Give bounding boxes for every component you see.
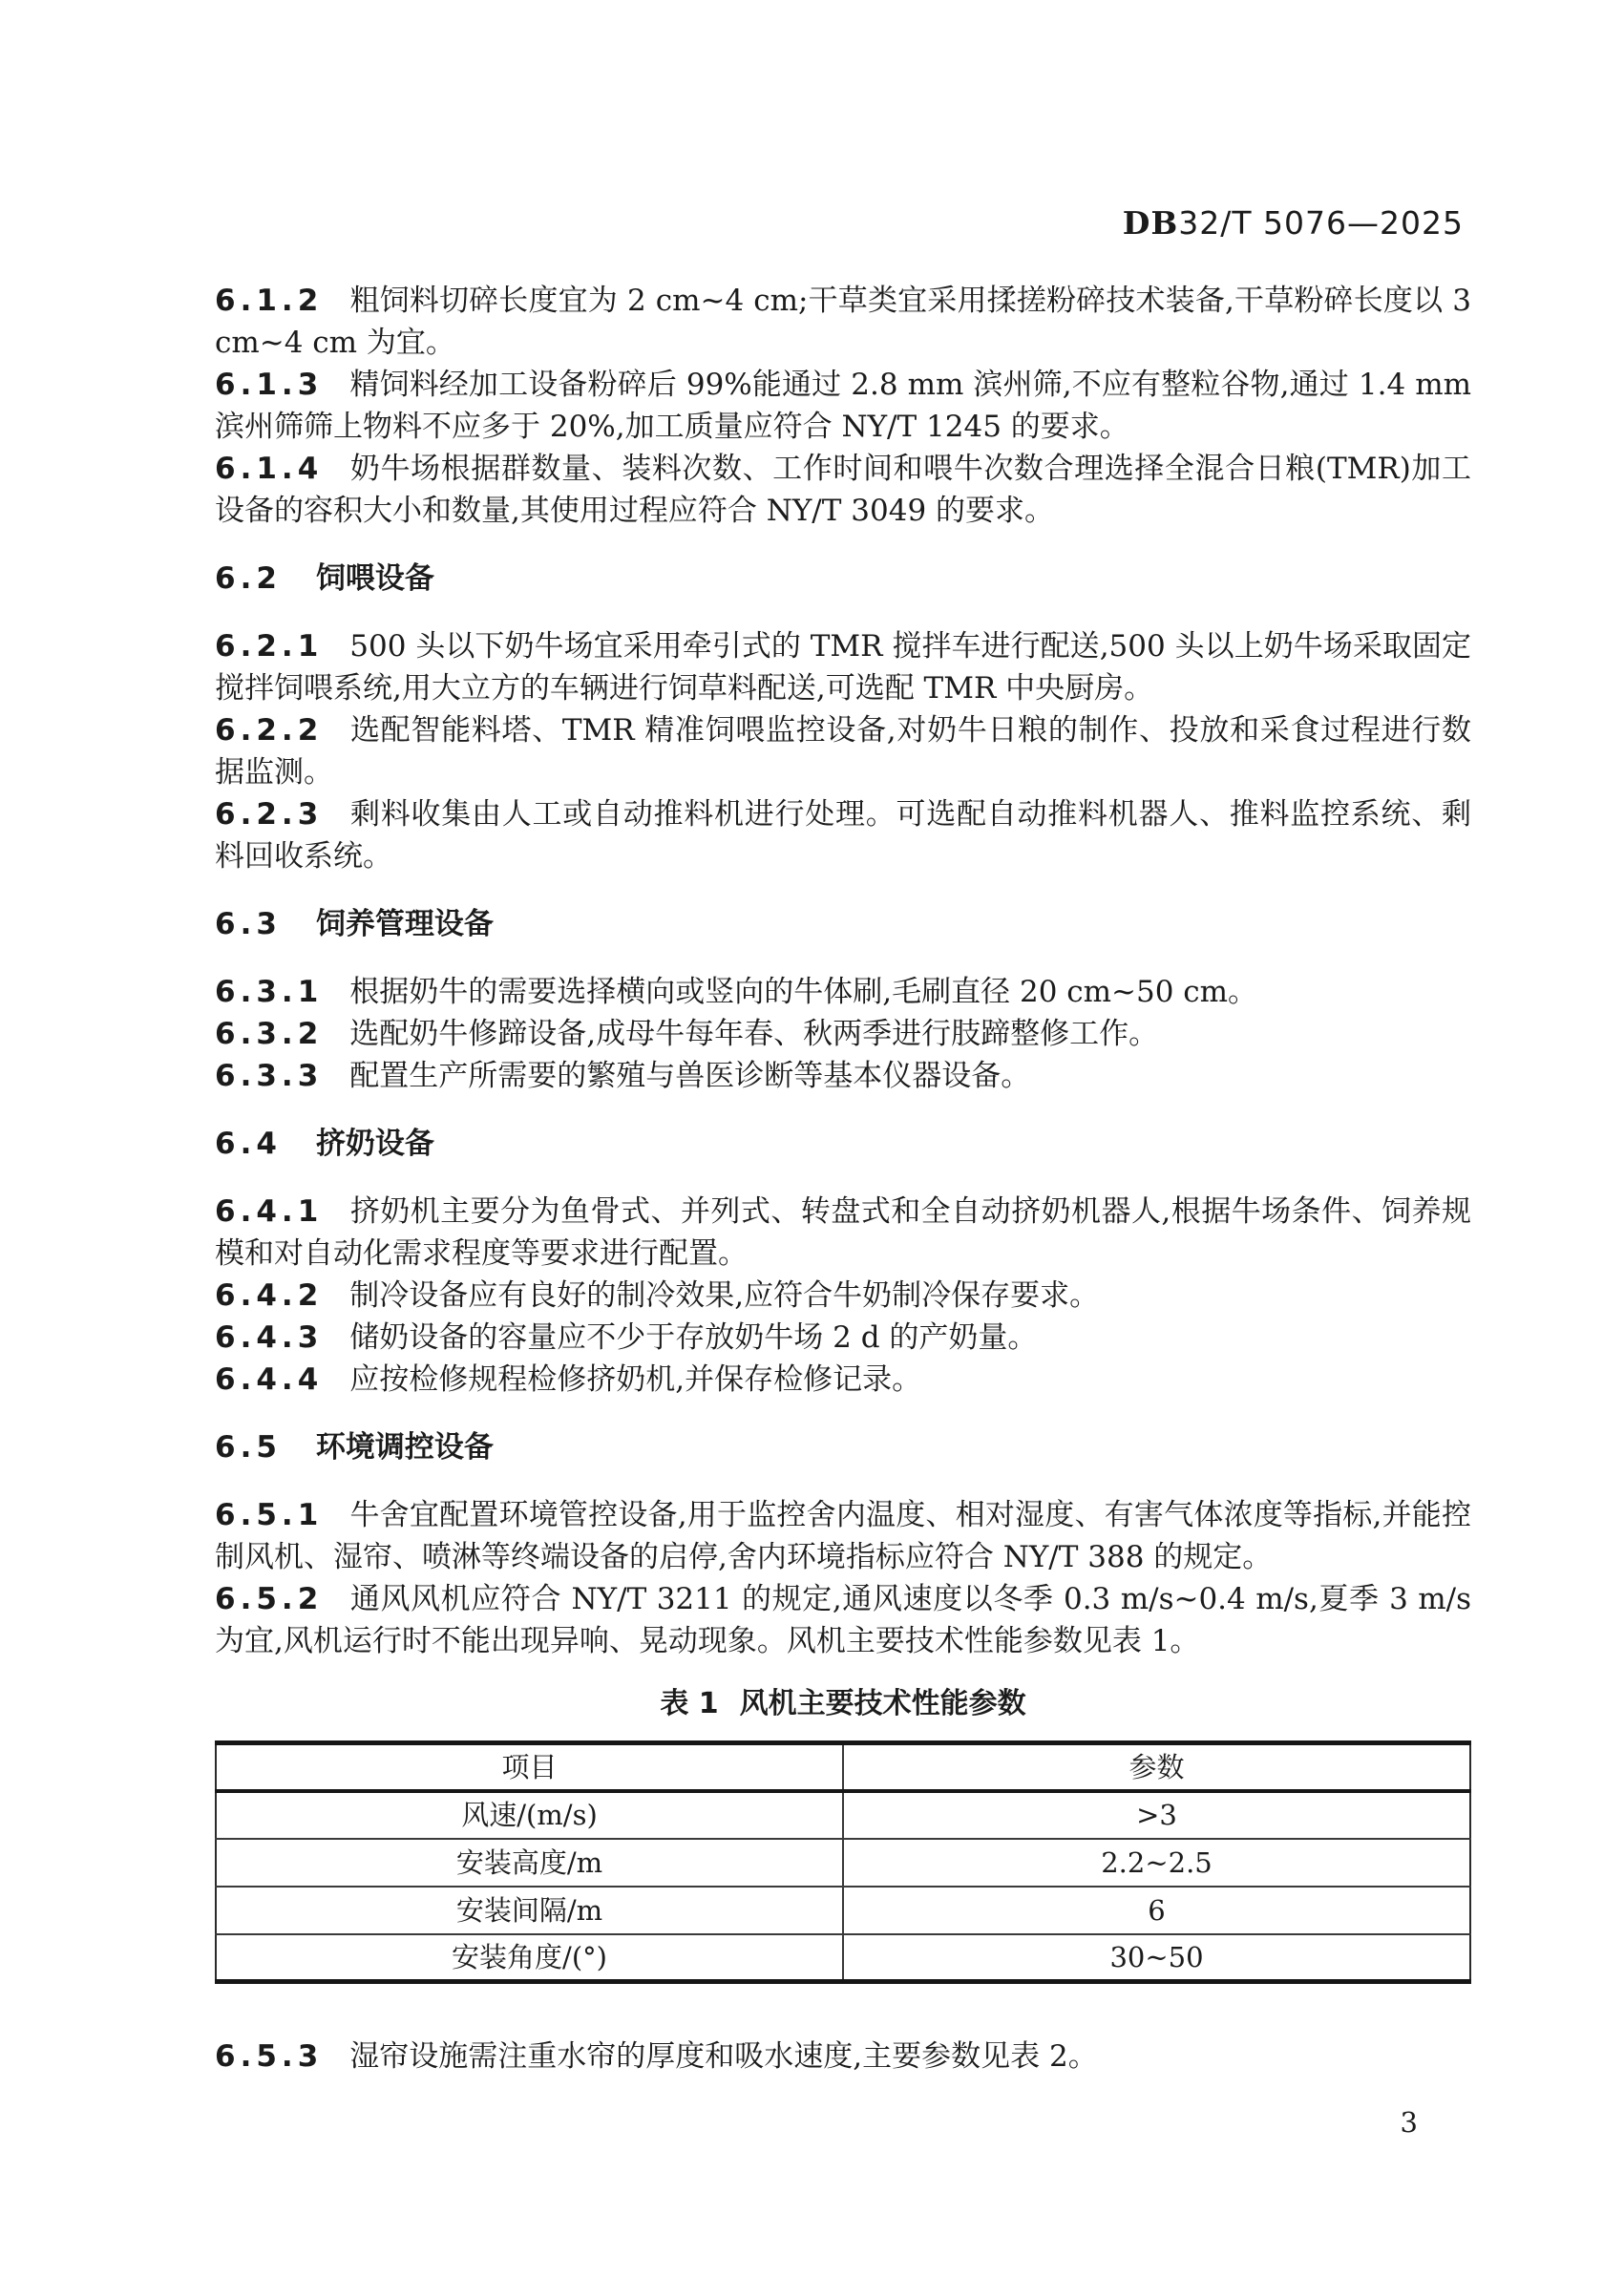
clause-text: 制冷设备应有良好的制冷效果,应符合牛奶制冷保存要求。 (349, 1278, 1100, 1313)
table-cell-value: 30~50 (1109, 1940, 1204, 1973)
clause-6-1-4 (215, 448, 1471, 532)
heading-6-3 (215, 903, 1471, 945)
table-cell-item: 风速/(m/s) (216, 1791, 843, 1839)
clause-6-4-4 (215, 1359, 1471, 1401)
fan-parameters-table (215, 1740, 1471, 1984)
clause-6-3-1 (215, 971, 1471, 1013)
clause-number: 6.5.2 (215, 1582, 324, 1616)
clause-text: 选配奶牛修蹄设备,成母牛每年春、秋两季进行肢蹄整修工作。 (349, 1017, 1159, 1051)
clause-6-4-1 (215, 1191, 1471, 1275)
heading-6-2 (215, 558, 1471, 600)
doc-number-prefix: DB (1122, 204, 1179, 242)
clause-6-2-1 (215, 625, 1471, 709)
heading-text: 挤奶设备 (315, 1127, 434, 1161)
clause-6-5-1 (215, 1494, 1471, 1578)
clause-text: 湿帘设施需注重水帘的厚度和吸水速度,主要参数见表 2。 (349, 2039, 1098, 2074)
table-row (216, 1839, 1470, 1887)
heading-6-4 (215, 1123, 1471, 1165)
heading-number: 6.2 (215, 561, 282, 596)
clause-text: 粗饲料切碎长度宜为 2 cm~4 cm;干草类宜采用揉搓粉碎技术装备,干草粉碎长度以 3 cm~4 cm 为宜。 (215, 284, 1471, 360)
clause-number: 6.3.1 (215, 975, 324, 1009)
clause-number: 6.2.1 (215, 629, 324, 664)
heading-number: 6.3 (215, 907, 282, 941)
clause-number: 6.2.2 (215, 713, 324, 748)
clause-6-3-2 (215, 1013, 1471, 1055)
clause-text: 应按检修规程检修挤奶机,并保存检修记录。 (349, 1362, 922, 1397)
clause-number: 6.3.2 (215, 1017, 324, 1051)
table-row (216, 1791, 1470, 1839)
table-caption-label: 表 1 (660, 1687, 719, 1720)
page-content (215, 280, 1471, 2078)
clause-number: 6.2.3 (215, 797, 324, 832)
heading-text: 环境调控设备 (315, 1430, 494, 1465)
clause-number: 6.5.3 (215, 2039, 324, 2074)
table-cell-item: 安装角度/(°) (216, 1934, 843, 1982)
page-number: 3 (1400, 2106, 1418, 2139)
clause-6-5-2 (215, 1578, 1471, 1662)
clause-number: 6.1.3 (215, 368, 324, 402)
table-cell-item: 安装高度/m (216, 1839, 843, 1887)
table-cell-item: 安装间隔/m (216, 1887, 843, 1934)
clause-6-1-2 (215, 280, 1471, 364)
clause-6-1-3 (215, 364, 1471, 448)
clause-text: 通风风机应符合 NY/T 3211 的规定,通风速度以冬季 0.3 m/s~0.4 m/s,夏季 3 m/s 为宜,风机运行时不能出现异响、晃动现象。风机主要技术性能参数见表 1。 (215, 1582, 1471, 1658)
heading-text: 饲喂设备 (315, 561, 434, 596)
clause-text: 根据奶牛的需要选择横向或竖向的牛体刷,毛刷直径 20 cm~50 cm。 (349, 975, 1258, 1009)
clause-6-2-2 (215, 709, 1471, 793)
clause-number: 6.4.2 (215, 1278, 324, 1313)
clause-text: 剩料收集由人工或自动推料机进行处理。可选配自动推料机器人、推料监控系统、剩料回收系统。 (215, 797, 1471, 874)
table-cell-value: 6 (843, 1887, 1470, 1934)
heading-number: 6.4 (215, 1127, 282, 1161)
clause-text: 挤奶机主要分为鱼骨式、并列式、转盘式和全自动挤奶机器人,根据牛场条件、饲养规模和对自动化需求程度等要求进行配置。 (215, 1194, 1471, 1271)
clause-number: 6.3.3 (215, 1059, 324, 1093)
clause-6-2-3 (215, 793, 1471, 877)
clause-text: 牛舍宜配置环境管控设备,用于监控舍内温度、相对湿度、有害气体浓度等指标,并能控制风机、湿帘、喷淋等终端设备的启停,舍内环境指标应符合 NY/T 388 的规定。 (215, 1498, 1471, 1574)
clause-text: 精饲料经加工设备粉碎后 99%能通过 2.8 mm 滨州筛,不应有整粒谷物,通过 1.4 mm 滨州筛筛上物料不应多于 20%,加工质量应符合 NY/T 1245 的要求。 (215, 368, 1471, 444)
clause-number: 6.4.4 (215, 1362, 324, 1397)
clause-6-4-2 (215, 1275, 1471, 1317)
clause-text: 500 头以下奶牛场宜采用牵引式的 TMR 搅拌车进行配送,500 头以上奶牛场采取固定搅拌饲喂系统,用大立方的车辆进行饲草料配送,可选配 TMR 中央厨房。 (215, 629, 1471, 706)
clause-text: 配置生产所需要的繁殖与兽医诊断等基本仪器设备。 (349, 1059, 1031, 1093)
clause-number: 6.5.1 (215, 1498, 324, 1532)
clause-6-3-3 (215, 1055, 1471, 1097)
clause-text: 奶牛场根据群数量、装料次数、工作时间和喂牛次数合理选择全混合日粮(TMR)加工设备的容积大小和数量,其使用过程应符合 NY/T 3049 的要求。 (215, 452, 1471, 528)
heading-number: 6.5 (215, 1430, 282, 1465)
doc-number-rest: 32/T 5076—2025 (1178, 204, 1464, 242)
clause-text: 选配智能料塔、TMR 精准饲喂监控设备,对奶牛日粮的制作、投放和采食过程进行数据监测。 (215, 713, 1471, 790)
clause-number: 6.4.3 (215, 1320, 324, 1355)
table-header-parameter: 参数 (843, 1743, 1470, 1791)
table-header-item: 项目 (216, 1743, 843, 1791)
table-row (216, 1934, 1470, 1982)
clause-6-5-3 (215, 2035, 1471, 2078)
table-row (216, 1887, 1470, 1934)
table-header-row (216, 1743, 1470, 1791)
table-caption-title: 风机主要技术性能参数 (739, 1687, 1026, 1720)
clause-6-4-3 (215, 1317, 1471, 1359)
clause-number: 6.1.4 (215, 452, 324, 486)
heading-text: 饲养管理设备 (315, 907, 494, 941)
clause-text: 储奶设备的容量应不少于存放奶牛场 2 d 的产奶量。 (349, 1320, 1038, 1355)
heading-6-5 (215, 1426, 1471, 1468)
table-caption (215, 1683, 1471, 1725)
table-cell-value: 2.2~2.5 (843, 1839, 1470, 1887)
doc-number (1123, 204, 1464, 242)
table-cell-value: >3 (843, 1791, 1470, 1839)
clause-number: 6.4.1 (215, 1194, 324, 1229)
clause-number: 6.1.2 (215, 284, 324, 318)
